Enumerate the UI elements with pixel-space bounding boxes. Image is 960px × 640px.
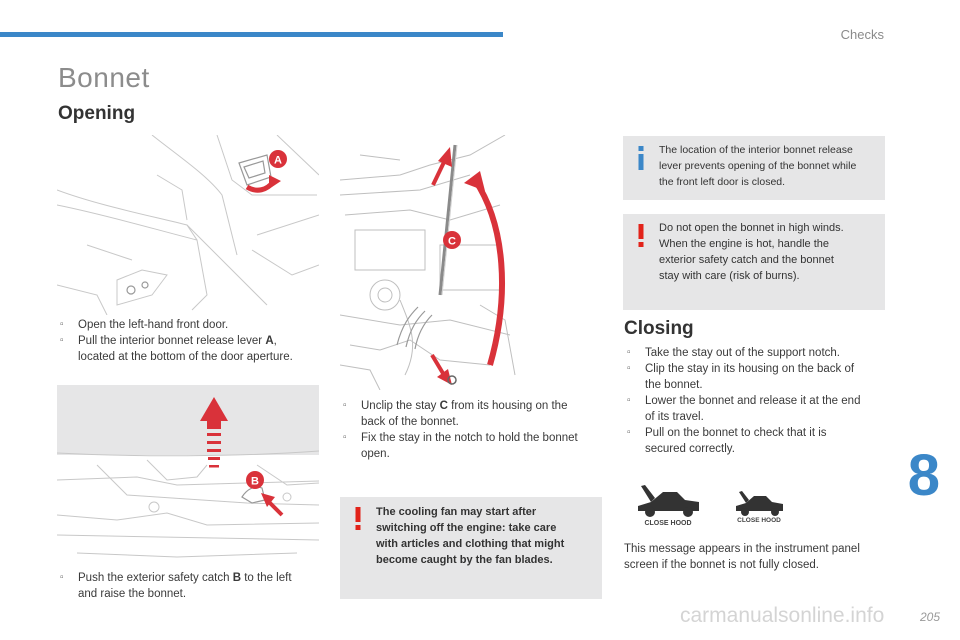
fan-warning-box xyxy=(340,497,602,599)
opening-step3 xyxy=(60,570,320,602)
wind-warning-line4: stay with care (risk of burns). xyxy=(659,270,800,282)
step1-lever-a: A xyxy=(265,335,274,347)
close-hood-label-1: CLOSE HOOD xyxy=(644,520,692,527)
bullet-marker: ▫ xyxy=(60,572,64,583)
door-lever-illustration xyxy=(57,135,319,315)
closing-step4-cont: secured correctly. xyxy=(645,443,735,455)
message-line2: screen if the bonnet is not fully closed. xyxy=(624,559,819,571)
safety-catch-illustration xyxy=(57,385,319,565)
bullet-marker: ▫ xyxy=(627,427,631,438)
message-line1: This message appears in the instrument panel xyxy=(624,543,860,555)
info-line3: the front left door is closed. xyxy=(659,176,786,188)
label-b: B xyxy=(251,475,259,488)
opening-step2 xyxy=(343,398,603,462)
wind-warning-box xyxy=(623,214,885,310)
wind-warning-line3: exterior safety catch and the bonnet xyxy=(659,254,834,266)
watermark: carmanualsonline.info xyxy=(680,604,885,627)
info-box xyxy=(623,136,885,200)
step3-line2: and raise the bonnet. xyxy=(78,588,187,600)
fan-warning-line2: switching off the engine: take care xyxy=(376,522,557,534)
closing-message xyxy=(624,541,899,573)
step3-catch-b: B xyxy=(232,572,242,584)
step1-line1: Open the left-hand front door. xyxy=(78,319,229,331)
step1-line2: Pull the interior bonnet release lever xyxy=(78,335,266,347)
opening-heading: Opening xyxy=(58,103,136,124)
closing-step3: Lower the bonnet and release it at the end xyxy=(645,395,861,407)
closing-step3-cont: of its travel. xyxy=(645,411,704,423)
close-hood-icon-small xyxy=(732,486,787,526)
bullet-marker: ▫ xyxy=(627,347,631,358)
step1-line3: located at the bottom of the door aperture. xyxy=(78,351,293,363)
info-icon xyxy=(635,146,647,172)
wind-warning-line1: Do not open the bonnet in high winds. xyxy=(659,222,844,234)
section-title: Checks xyxy=(840,27,884,42)
closing-heading: Closing xyxy=(624,318,694,339)
bullet-marker: ▫ xyxy=(627,363,631,374)
fan-warning-line4: become caught by the fan blades. xyxy=(376,554,553,566)
step2-stay-c: C xyxy=(439,400,448,412)
step2-line3: Fix the stay in the notch to hold the bonnet xyxy=(361,432,578,444)
opening-step1 xyxy=(60,317,320,365)
close-hood-label-2: CLOSE HOOD xyxy=(737,517,781,524)
bullet-marker: ▫ xyxy=(60,319,64,330)
page-number: 205 xyxy=(919,610,940,624)
fan-warning-line3: with articles and clothing that might xyxy=(376,538,565,550)
header-accent-bar xyxy=(0,32,503,37)
bullet-marker: ▫ xyxy=(343,400,347,411)
chapter-number: 8 xyxy=(907,443,940,508)
label-a: A xyxy=(274,154,282,167)
closing-step2-cont: the bonnet. xyxy=(645,379,703,391)
warning-icon xyxy=(635,224,647,248)
step3-line1-end: to the left xyxy=(241,572,292,584)
closing-step2: Clip the stay in its housing on the back of xyxy=(645,363,855,375)
closing-step1: Take the stay out of the support notch. xyxy=(645,347,840,359)
label-c: C xyxy=(448,235,456,248)
step1-comma: , xyxy=(273,335,277,347)
step2-line1: Unclip the stay xyxy=(361,400,440,412)
wind-warning-line2: When the engine is hot, handle the xyxy=(659,238,830,250)
info-line1: The location of the interior bonnet release xyxy=(659,144,853,156)
step2-line2: back of the bonnet. xyxy=(361,416,459,428)
close-hood-icon-large xyxy=(633,478,703,528)
step2-line4: open. xyxy=(361,448,390,460)
fan-warning-line1: The cooling fan may start after xyxy=(376,506,537,518)
closing-steps xyxy=(627,345,892,457)
step3-line1: Push the exterior safety catch xyxy=(78,572,233,584)
bullet-marker: ▫ xyxy=(60,335,64,346)
bullet-marker: ▫ xyxy=(343,432,347,443)
page-title: Bonnet xyxy=(58,62,150,93)
engine-stay-illustration xyxy=(340,135,540,390)
step2-line1-end: from its housing on the xyxy=(447,400,568,412)
warning-icon xyxy=(352,507,364,531)
bullet-marker: ▫ xyxy=(627,395,631,406)
closing-step4: Pull on the bonnet to check that it is xyxy=(645,427,827,439)
info-line2: lever prevents opening of the bonnet while xyxy=(659,160,857,172)
